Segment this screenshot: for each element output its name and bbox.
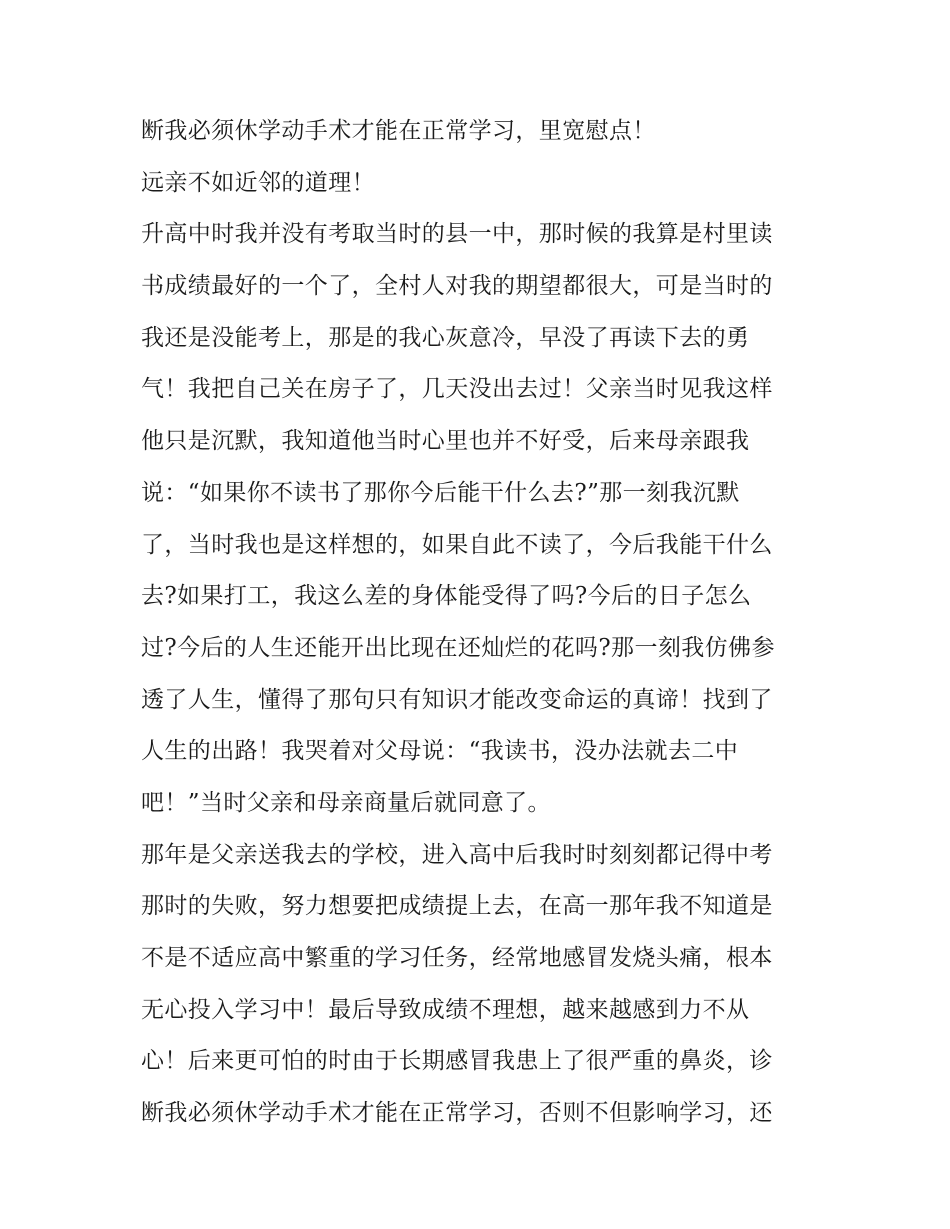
- text-line: 那时的失败，努力想要把成绩提上去，在高一那年我不知道是: [141, 893, 773, 920]
- text-line: 气！我把自己关在房子了，几天没出去过！父亲当时见我这样: [141, 376, 773, 403]
- text-line: 那年是父亲送我去的学校，进入高中后我时时刻刻都记得中考: [141, 841, 773, 868]
- text-line: 去?如果打工，我这么差的身体能受得了吗?今后的日子怎么: [141, 583, 752, 610]
- text-line: 吧！”当时父亲和母亲商量后就同意了。: [141, 789, 551, 816]
- body-text: [141, 106, 841, 1140]
- text-line: 了，当时我也是这样想的，如果自此不读了，今后我能干什么: [141, 531, 773, 558]
- text-line: 书成绩最好的一个了，全村人对我的期望都很大，可是当时的: [141, 273, 773, 300]
- text-line: 升高中时我并没有考取当时的县一中，那时候的我算是村里读: [141, 221, 773, 248]
- text-line: 他只是沉默，我知道他当时心里也并不好受，后来母亲跟我: [141, 428, 750, 455]
- text-line: 我还是没能考上，那是的我心灰意冷，早没了再读下去的勇: [141, 324, 750, 351]
- text-line: 人生的出路！我哭着对父母说：“我读书，没办法就去二中: [141, 738, 739, 765]
- text-line: 说：“如果你不读书了那你今后能干什么去?”那一刻我沉默: [141, 479, 740, 506]
- text-line: 远亲不如近邻的道理！: [141, 169, 375, 196]
- text-line: 无心投入学习中！最后导致成绩不理想，越来越感到力不从: [141, 996, 750, 1023]
- text-line: 透了人生，懂得了那句只有知识才能改变命运的真谛！找到了: [141, 686, 773, 713]
- text-line: 心！后来更可怕的时由于长期感冒我患上了很严重的鼻炎，诊: [141, 1048, 773, 1075]
- text-line: 断我必须休学动手术才能在正常学习，否则不但影响学习，还: [141, 1100, 773, 1127]
- text-line: 过?今后的人生还能开出比现在还灿烂的花吗?那一刻我仿佛参: [141, 634, 775, 661]
- text-line: 不是不适应高中繁重的学习任务，经常地感冒发烧头痛，根本: [141, 945, 773, 971]
- text-line: 断我必须休学动手术才能在正常学习，里宽慰点！: [141, 118, 656, 144]
